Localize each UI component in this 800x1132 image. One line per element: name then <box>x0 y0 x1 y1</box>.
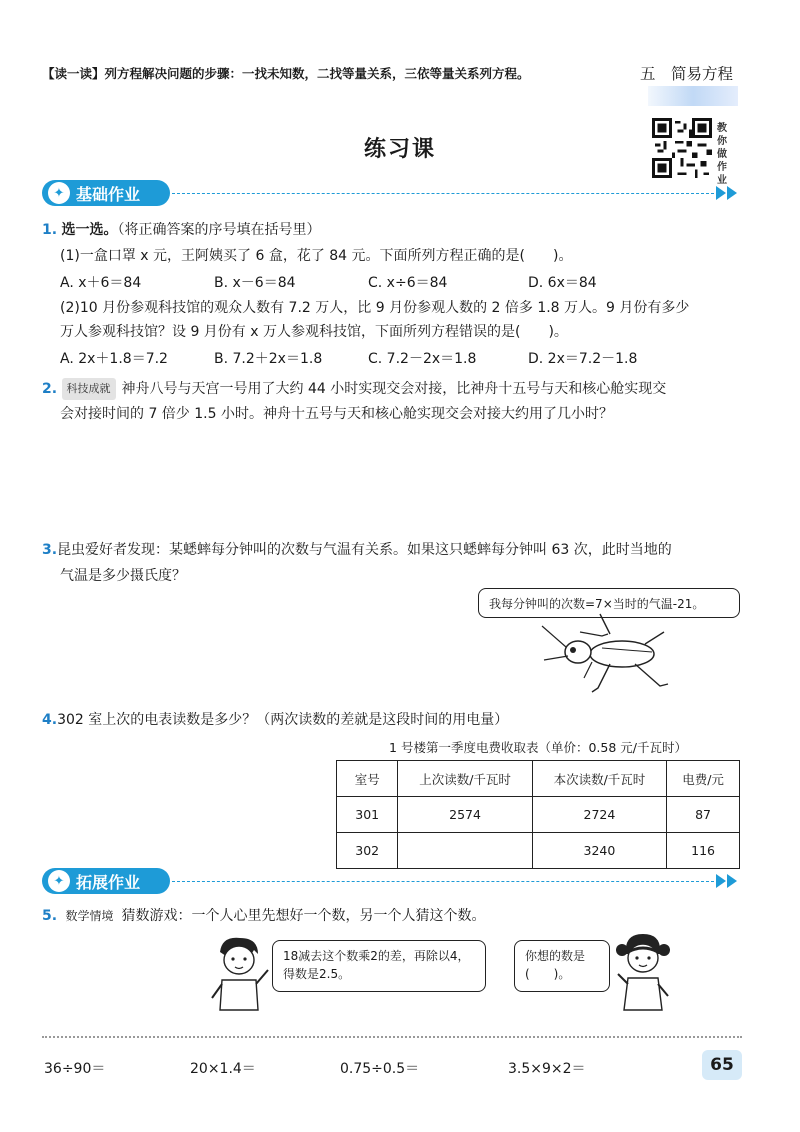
mental-calc-4: 3.5×9×2＝ <box>508 1061 586 1077</box>
double-arrow-icon <box>716 874 740 888</box>
question-number: 3. <box>42 542 58 558</box>
option-c[interactable]: C. 7.2－2x＝1.8 <box>368 351 477 367</box>
tech-badge: 科技成就 <box>62 378 116 400</box>
chapter-highlight <box>648 86 738 106</box>
lesson-title: 练习课 <box>363 137 436 162</box>
question-text: 神舟八号与天宫一号用了大约 44 小时实现交会对接，比神舟十五号与天和核心舱实现交 <box>121 381 667 397</box>
question-1-part-1: (1)一盒口罩 x 元，王阿姨买了 6 盒，花了 84 元。下面所列方程正确的是( )。 <box>60 248 573 264</box>
boy-speech-bubble <box>272 940 486 992</box>
question-5-text <box>42 906 486 926</box>
table-cell: 302 <box>337 833 398 869</box>
page-number: 65 <box>702 1050 742 1080</box>
mental-calc-2: 20×1.4＝ <box>190 1061 256 1077</box>
double-arrow-icon <box>716 186 740 200</box>
table-title: 1 号楼第一季度电费收取表（单价：0.58 元/千瓦时） <box>389 740 687 755</box>
option-b[interactable]: B. 7.2＋2x＝1.8 <box>214 351 323 367</box>
math-scenario-label: 数学情境 <box>65 909 114 923</box>
column-header: 室号 <box>337 761 398 797</box>
boy-bubble-line-1: 18减去这个数乘2的差，再除以4， <box>283 949 470 963</box>
question-heading: 选一选。 <box>61 222 118 238</box>
question-number: 2. <box>42 381 58 397</box>
lightbulb-icon: ✦ <box>48 182 70 204</box>
question-3-line-2: 气温是多少摄氏度？ <box>60 568 186 584</box>
option-d[interactable]: D. 6x＝84 <box>528 275 597 291</box>
option-a[interactable]: A. x＋6＝84 <box>60 275 142 291</box>
column-header: 电费/元 <box>667 761 740 797</box>
qr-caption: 教你做作业 <box>717 123 727 186</box>
mental-calc-3: 0.75÷0.5＝ <box>340 1061 420 1077</box>
reading-tip: 【读一读】列方程解决问题的步骤：一找未知数，二找等量关系，三依等量关系列方程。 <box>42 66 530 81</box>
girl-speech-bubble <box>514 940 610 992</box>
table-row <box>337 833 740 869</box>
cricket-speech-bubble: 我每分钟叫的次数=7×当时的气温-21。 <box>478 588 740 618</box>
chapter-title: 五 简易方程 <box>640 65 734 83</box>
question-number: 5. <box>42 908 58 924</box>
girl-bubble-line-2[interactable]: ( )。 <box>525 967 571 981</box>
section-extended-label: 拓展作业 <box>76 872 141 892</box>
question-text: 昆虫爱好者发现：某蟋蟀每分钟叫的次数与气温有关系。如果这只蟋蟀每分钟叫 63 次，此时当地的 <box>57 542 672 558</box>
table-cell: 3240 <box>532 833 666 869</box>
question-2-line-2: 会对接时间的 7 倍少 1.5 小时。神舟十五号与天和核心舱实现交会对接大约用了几小时？ <box>60 406 613 422</box>
column-header: 上次读数/千瓦时 <box>398 761 532 797</box>
question-2-line-1 <box>42 378 666 400</box>
table-cell: 301 <box>337 797 398 833</box>
question-1-title <box>42 220 321 240</box>
table-cell: 2574 <box>398 797 532 833</box>
table-row <box>337 797 740 833</box>
boy-illustration <box>208 934 270 1016</box>
girl-illustration <box>612 930 674 1016</box>
electricity-bill-table <box>336 760 740 869</box>
table-cell: 2724 <box>532 797 666 833</box>
question-number: 4. <box>42 712 58 728</box>
question-text: 302 室上次的电表读数是多少？（两次读数的差就是这段时间的用电量） <box>57 712 509 728</box>
question-number: 1. <box>42 222 58 238</box>
option-b[interactable]: B. x－6＝84 <box>214 275 296 291</box>
column-header: 本次读数/千瓦时 <box>532 761 666 797</box>
option-d[interactable]: D. 2x＝7.2－1.8 <box>528 351 638 367</box>
table-cell: 116 <box>667 833 740 869</box>
boy-bubble-line-2: 得数是2.5。 <box>283 967 351 981</box>
qr-code-icon[interactable] <box>652 118 712 178</box>
section-divider <box>172 881 714 882</box>
question-text: 猜数游戏：一个人心里先想好一个数，另一个人猜这个数。 <box>121 908 486 924</box>
girl-bubble-line-1: 你想的数是 <box>525 949 586 963</box>
answer-area[interactable] <box>60 432 740 532</box>
question-1-part-2-line-2: 万人参观科技馆？设 9 月份有 x 万人参观科技馆，下面所列方程错误的是( )。 <box>60 324 568 340</box>
section-divider <box>172 193 714 194</box>
section-basic-header <box>42 180 170 206</box>
section-extended-header <box>42 868 170 894</box>
section-basic-label: 基础作业 <box>76 184 141 204</box>
blank-answer-cell[interactable] <box>398 833 532 869</box>
option-a[interactable]: A. 2x＋1.8＝7.2 <box>60 351 168 367</box>
question-1-part-2-line-1: (2)10 月份参观科技馆的观众人数有 7.2 万人，比 9 月份参观人数的 2 倍多 1.8 万人。9 月份有多少 <box>60 300 690 316</box>
lightbulb-icon: ✦ <box>48 870 70 892</box>
footer-divider <box>42 1036 742 1038</box>
question-4-text <box>42 710 508 730</box>
cricket-illustration <box>540 612 670 694</box>
mental-calc-1: 36÷90＝ <box>44 1061 106 1077</box>
option-c[interactable]: C. x÷6＝84 <box>368 275 448 291</box>
question-3-line-1 <box>42 540 672 560</box>
question-note: （将正确答案的序号填在括号里） <box>117 222 321 238</box>
table-header-row <box>337 761 740 797</box>
table-cell: 87 <box>667 797 740 833</box>
